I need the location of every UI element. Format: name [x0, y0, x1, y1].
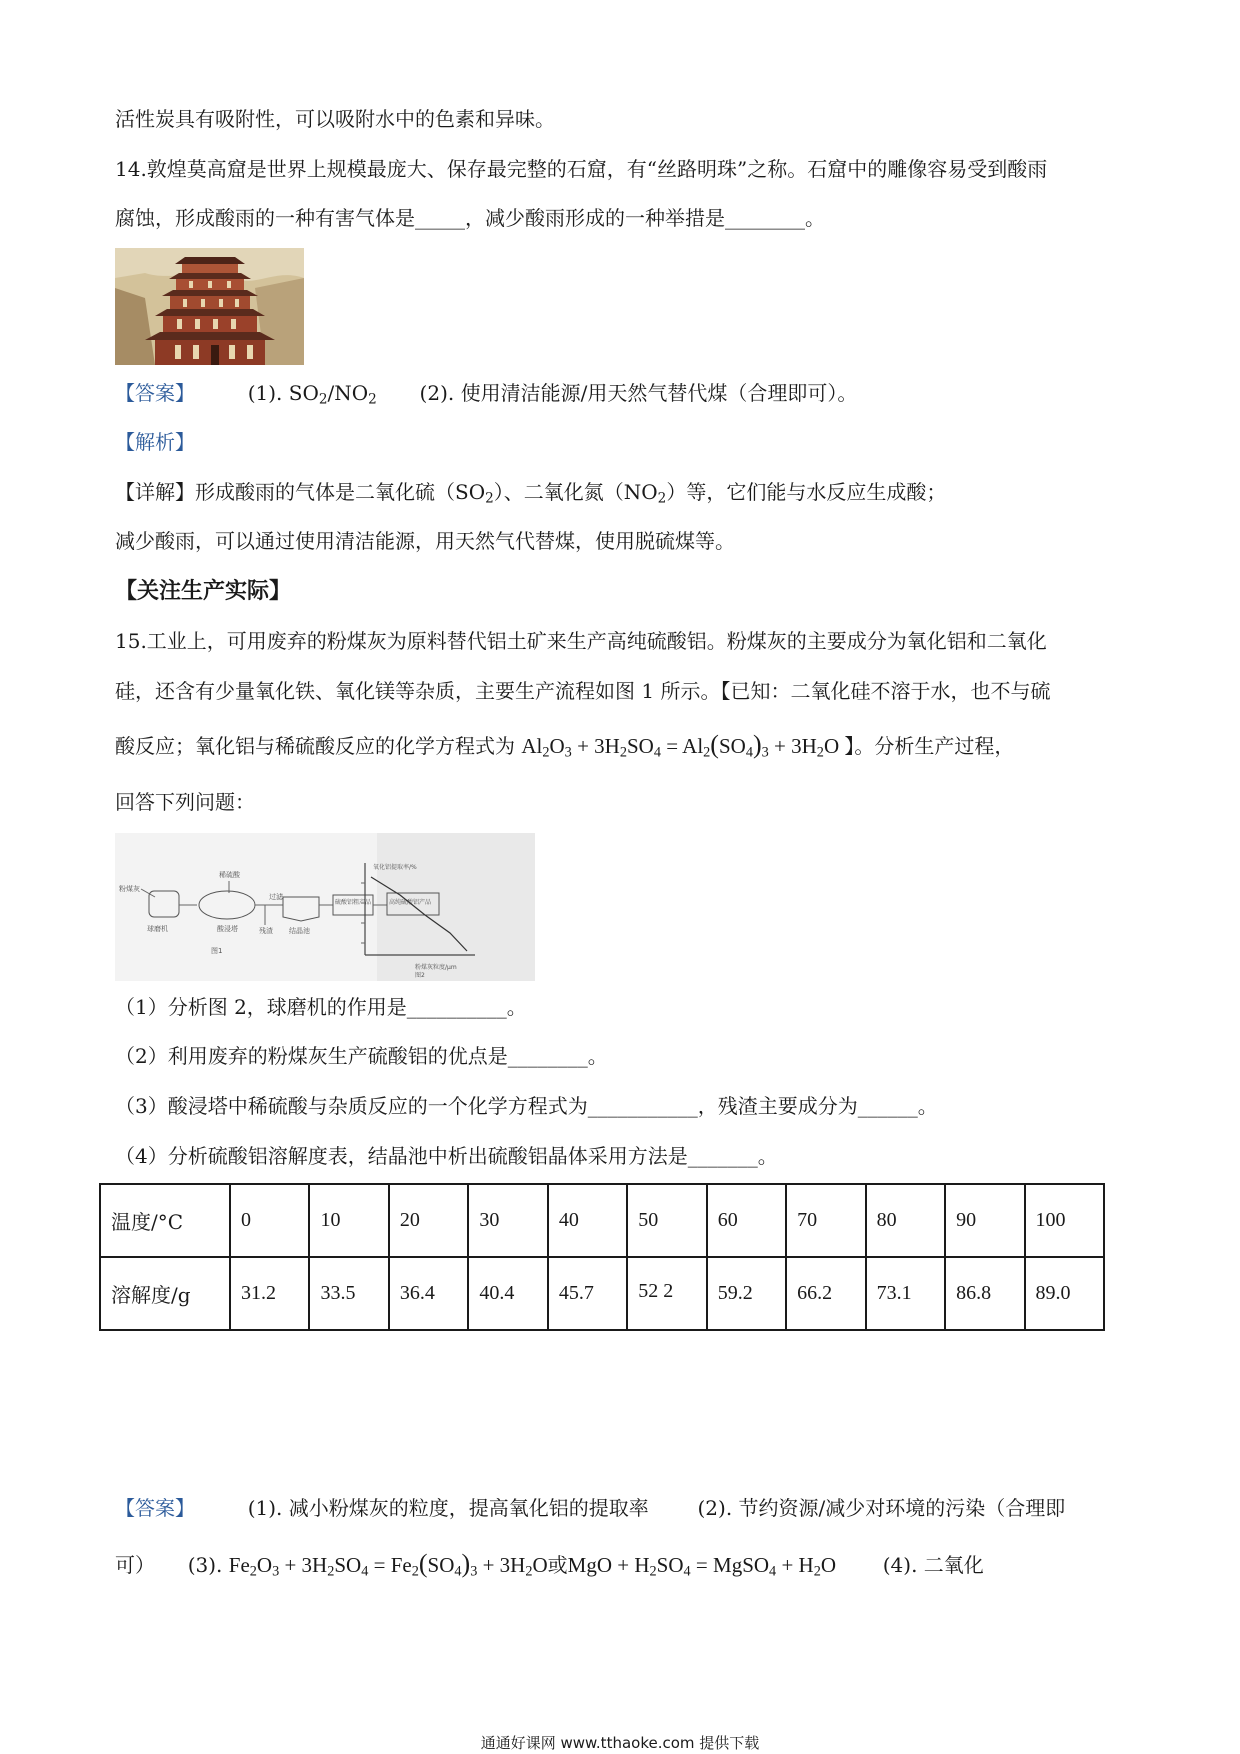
table-cell: 36.4	[389, 1257, 468, 1330]
label-acid: 稀硫酸	[219, 871, 240, 879]
sub-question-4: （4）分析硫酸铝溶解度表，结晶池中析出硫酸铝晶体采用方法是_______。	[115, 1144, 778, 1168]
table-cell: 0	[230, 1184, 309, 1257]
equation-magnesium-oxide: MgO + $H_2SO_4$ = MgSO$_4$ + $H_2O$	[567, 1553, 837, 1580]
table-row-solubility	[100, 1257, 1104, 1330]
question-15-line-4: 回答下列问题：	[115, 790, 255, 814]
section-heading: 【关注生产实际】	[115, 578, 292, 604]
question-14-line-1: 14.敦煌莫高窟是世界上规模最庞大、保存最完整的石窟，有“丝路明珠”之称。石窟中的雕像容易受到酸雨	[115, 157, 1048, 181]
process-flow-figure	[115, 833, 535, 981]
detail-line-2: 减少酸雨，可以通过使用清洁能源，用天然气代替煤，使用脱硫煤等。	[115, 529, 735, 553]
table-cell: 50	[627, 1184, 706, 1257]
detail-line-1: 【详解】形成酸雨的气体是二氧化硫$(SO_2)$、二氧化氮$(NO_2)$等，它们能与水反应生成酸；	[115, 480, 947, 507]
table-cell: 10	[309, 1184, 388, 1257]
question-14-line-2: 腐蚀，形成酸雨的一种有害气体是_____，减少酸雨形成的一种举措是________。	[115, 206, 825, 230]
answer-15-part-2: (2). 节约资源/减少对环境的污染（合理即	[697, 1496, 1066, 1520]
table-cell: 59.2	[707, 1257, 786, 1330]
label-filter: 过滤	[269, 893, 283, 901]
table-cell: 20	[389, 1184, 468, 1257]
label-mill: 球磨机	[147, 925, 168, 933]
table-cell: 40.4	[468, 1257, 547, 1330]
label-residue: 残渣	[259, 927, 273, 935]
answer-15-part-1: (1). 减小粉煤灰的粒度，提高氧化铝的提取率	[247, 1496, 649, 1520]
question-15-line-2: 硅，还含有少量氧化铁、氧化镁等杂质，主要生产流程如图 1 所示。【已知：二氧化硅不溶于水，也不与硫	[115, 679, 1051, 703]
table-cell: 33.5	[309, 1257, 388, 1330]
table-cell: 100	[1025, 1184, 1104, 1257]
label-crude: 硫酸铝粗产品	[335, 899, 372, 906]
table-cell: 90	[945, 1184, 1024, 1257]
label-y-axis: 氧化铝提取率/%	[373, 864, 417, 871]
table-header-solubility: 溶解度/g	[100, 1257, 230, 1330]
equation-iron-oxide: $Fe_2O_3 + 3H_2SO_4 = Fe_2(SO_4)_3 + 3H_2O$	[228, 1549, 548, 1580]
label-fig1: 图1	[211, 947, 223, 955]
table-cell: 70	[786, 1184, 865, 1257]
mogao-caves-photo	[115, 248, 304, 365]
answer-label: 【答案】	[115, 1496, 195, 1520]
solubility-table	[99, 1183, 1105, 1331]
table-cell: 66.2	[786, 1257, 865, 1330]
question-15-line-3: 酸反应；氧化铝与稀硫酸反应的化学方程式为 $Al_2O_3 + 3H_2SO_4 = Al_2(SO_4)_3 + 3H_2O$ 】。分析生产过程，	[115, 730, 1015, 761]
sub-question-3: （3）酸浸塔中稀硫酸与杂质反应的一个化学方程式为___________，残渣主要成分为______。	[115, 1094, 938, 1118]
question-15-line-1: 15.工业上，可用废弃的粉煤灰为原料替代铝土矿来生产高纯硫酸铝。粉煤灰的主要成分为氧化铝和二氧化	[115, 629, 1047, 653]
table-cell: 31.2	[230, 1257, 309, 1330]
label-x-axis: 粉煤灰粒度/μm	[415, 964, 457, 971]
analysis-label: 【解析】	[115, 430, 195, 454]
label-product: 高纯硫酸铝产品	[389, 899, 432, 906]
label-tower: 酸浸塔	[217, 925, 238, 933]
table-cell: 60	[707, 1184, 786, 1257]
table-cell: 45.7	[548, 1257, 627, 1330]
answer-15-line-2: 可） (3). $Fe_2O_3 + 3H_2SO_4 = Fe_2(SO_4)_3 + 3H_2O$或MgO + $H_2SO_4$ = MgSO$_4$ + $H_2O$ (4). 二氧化	[115, 1549, 984, 1580]
table-cell: 80	[866, 1184, 945, 1257]
answer-14-part-1: (1). $SO_2/NO_2$	[247, 381, 377, 408]
table-cell: 30	[468, 1184, 547, 1257]
equation-alumina-acid: $Al_2O_3 + 3H_2SO_4 = Al_2(SO_4)_3 + 3H_2O$	[521, 730, 845, 761]
answer-14-part-2: (2). 使用清洁能源/用天然气替代煤（合理即可）。	[419, 381, 858, 405]
label-tank: 结晶池	[289, 927, 310, 935]
table-cell: 86.8	[945, 1257, 1024, 1330]
table-cell: 52 2	[627, 1257, 706, 1330]
sub-question-2: （2）利用废弃的粉煤灰生产硫酸铝的优点是________。	[115, 1044, 608, 1068]
text-line: 活性炭具有吸附性，可以吸附水中的色素和异味。	[115, 107, 555, 131]
answer-15-line-1	[115, 1496, 1065, 1520]
table-cell: 73.1	[866, 1257, 945, 1330]
page-footer: 通通好课网 www.tthaoke.com 提供下载	[480, 1734, 760, 1752]
table-cell: 89.0	[1025, 1257, 1104, 1330]
table-cell: 40	[548, 1184, 627, 1257]
sub-question-1: （1）分析图 2，球磨机的作用是__________。	[115, 995, 527, 1019]
table-header-temperature: 温度/°C	[100, 1184, 230, 1257]
label-fig2: 图2	[415, 972, 425, 979]
table-row-temperature	[100, 1184, 1104, 1257]
answer-label: 【答案】	[115, 381, 195, 405]
label-input: 粉煤灰	[119, 885, 140, 893]
answer-14	[115, 381, 858, 408]
